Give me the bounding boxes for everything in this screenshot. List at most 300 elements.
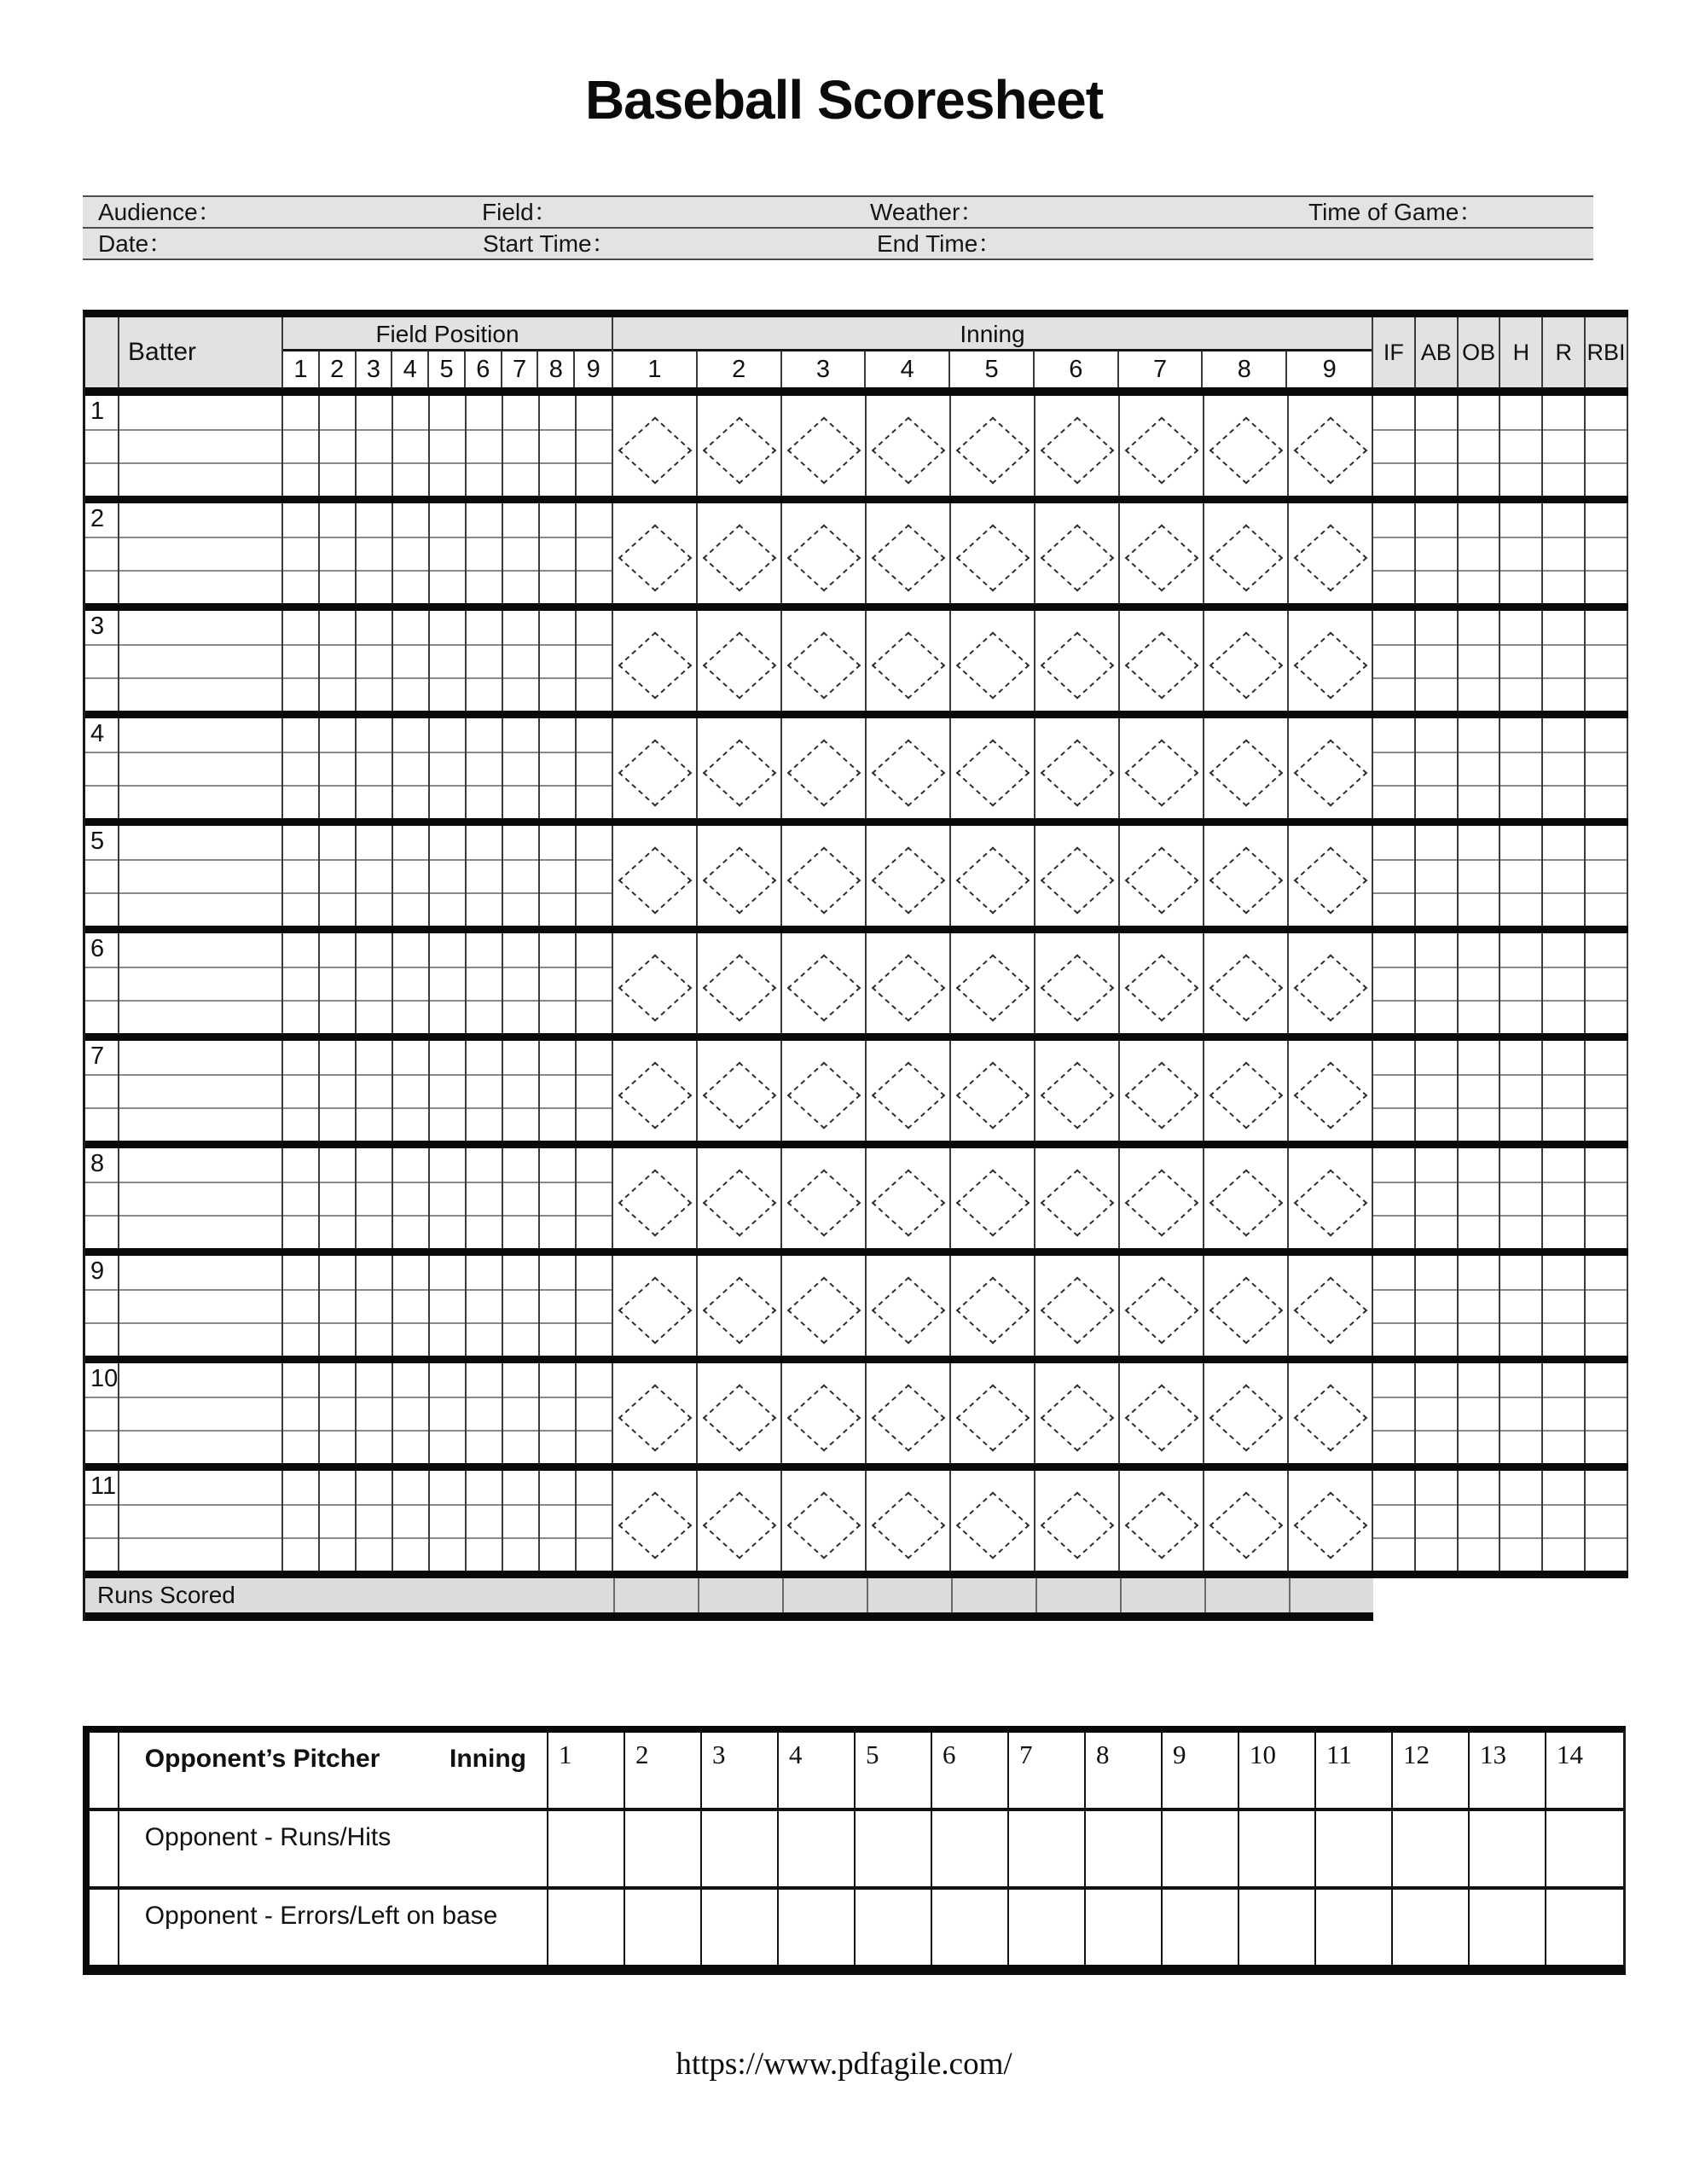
stat-cell-ab[interactable] <box>1416 396 1459 496</box>
field-position-cell[interactable] <box>540 1471 577 1571</box>
stat-cell-ob[interactable] <box>1459 1041 1501 1141</box>
opponent-errors-cell[interactable] <box>779 1890 856 1965</box>
opponent-errors-cell[interactable] <box>1546 1890 1623 1965</box>
inning-scoring-cell[interactable] <box>1289 826 1373 926</box>
field-position-cell[interactable] <box>503 933 540 1033</box>
field-position-cell[interactable] <box>467 933 503 1033</box>
opponent-runs-hits-cell[interactable] <box>702 1811 779 1886</box>
field-position-cell[interactable] <box>577 1471 613 1571</box>
inning-scoring-cell[interactable] <box>951 1256 1035 1356</box>
field-position-cell[interactable] <box>540 611 577 711</box>
stat-cell-r[interactable] <box>1543 1041 1586 1141</box>
stat-cell-if[interactable] <box>1373 503 1416 603</box>
field-position-cell[interactable] <box>283 1363 320 1463</box>
stat-cell-h[interactable] <box>1500 933 1543 1033</box>
batter-name-cell[interactable] <box>119 396 283 496</box>
inning-scoring-cell[interactable] <box>1204 1363 1289 1463</box>
inning-scoring-cell[interactable] <box>867 503 951 603</box>
field-position-cell[interactable] <box>320 611 357 711</box>
stat-cell-if[interactable] <box>1373 933 1416 1033</box>
stat-cell-r[interactable] <box>1543 1256 1586 1356</box>
stat-cell-ab[interactable] <box>1416 611 1459 711</box>
opponent-inning-number-cell[interactable]: 11 <box>1316 1733 1393 1808</box>
inning-scoring-cell[interactable] <box>1289 396 1373 496</box>
field-position-cell[interactable] <box>430 503 467 603</box>
opponent-errors-cell[interactable] <box>1163 1890 1239 1965</box>
field-position-cell[interactable] <box>393 1148 430 1248</box>
stat-cell-ob[interactable] <box>1459 718 1501 818</box>
inning-scoring-cell[interactable] <box>1204 611 1289 711</box>
stat-cell-h[interactable] <box>1500 396 1543 496</box>
field-position-cell[interactable] <box>393 1256 430 1356</box>
runs-scored-cell[interactable] <box>867 1578 951 1612</box>
stat-cell-if[interactable] <box>1373 1041 1416 1141</box>
stat-cell-rbi[interactable] <box>1586 1041 1628 1141</box>
opponent-inning-number-cell[interactable]: 8 <box>1086 1733 1163 1808</box>
inning-scoring-cell[interactable] <box>867 1256 951 1356</box>
inning-scoring-cell[interactable] <box>613 1256 698 1356</box>
inning-scoring-cell[interactable] <box>1120 1363 1204 1463</box>
field-position-cell[interactable] <box>357 1041 393 1141</box>
stat-cell-ob[interactable] <box>1459 503 1501 603</box>
stat-cell-rbi[interactable] <box>1586 1363 1628 1463</box>
stat-cell-ab[interactable] <box>1416 718 1459 818</box>
inning-scoring-cell[interactable] <box>613 396 698 496</box>
field-position-cell[interactable] <box>357 503 393 603</box>
runs-scored-cell[interactable] <box>613 1578 698 1612</box>
inning-scoring-cell[interactable] <box>1120 826 1204 926</box>
field-position-cell[interactable] <box>503 826 540 926</box>
inning-scoring-cell[interactable] <box>951 611 1035 711</box>
inning-scoring-cell[interactable] <box>613 718 698 818</box>
opponent-inning-number-cell[interactable]: 9 <box>1163 1733 1239 1808</box>
opponent-runs-hits-cell[interactable] <box>548 1811 625 1886</box>
runs-scored-cell[interactable] <box>1035 1578 1120 1612</box>
field-position-cell[interactable] <box>577 611 613 711</box>
opponent-errors-cell[interactable] <box>1470 1890 1546 1965</box>
batter-name-cell[interactable] <box>119 933 283 1033</box>
field-position-cell[interactable] <box>357 396 393 496</box>
inning-scoring-cell[interactable] <box>698 503 782 603</box>
opponent-inning-number-cell[interactable]: 2 <box>625 1733 702 1808</box>
stat-cell-ob[interactable] <box>1459 1256 1501 1356</box>
stat-cell-r[interactable] <box>1543 826 1586 926</box>
inning-scoring-cell[interactable] <box>867 611 951 711</box>
inning-scoring-cell[interactable] <box>1204 1471 1289 1571</box>
inning-scoring-cell[interactable] <box>1289 1256 1373 1356</box>
stat-cell-ab[interactable] <box>1416 1471 1459 1571</box>
stat-cell-ab[interactable] <box>1416 933 1459 1033</box>
field-position-cell[interactable] <box>503 1471 540 1571</box>
field-position-cell[interactable] <box>503 1363 540 1463</box>
field-position-cell[interactable] <box>430 1363 467 1463</box>
inning-scoring-cell[interactable] <box>1035 718 1120 818</box>
field-position-cell[interactable] <box>503 1148 540 1248</box>
field-position-cell[interactable] <box>357 611 393 711</box>
field-position-cell[interactable] <box>283 933 320 1033</box>
opponent-inning-number-cell[interactable]: 3 <box>702 1733 779 1808</box>
field-position-cell[interactable] <box>357 718 393 818</box>
inning-scoring-cell[interactable] <box>782 718 867 818</box>
field-position-cell[interactable] <box>357 1148 393 1248</box>
stat-cell-r[interactable] <box>1543 718 1586 818</box>
field-position-cell[interactable] <box>540 933 577 1033</box>
opponent-inning-number-cell[interactable]: 14 <box>1557 1740 1583 1769</box>
stat-cell-ab[interactable] <box>1416 1041 1459 1141</box>
opponent-runs-hits-cell[interactable] <box>625 1811 702 1886</box>
inning-scoring-cell[interactable] <box>951 826 1035 926</box>
stat-cell-ab[interactable] <box>1416 826 1459 926</box>
stat-cell-ab[interactable] <box>1416 1363 1459 1463</box>
opponent-inning-number-cell[interactable]: 12 <box>1393 1733 1470 1808</box>
opponent-errors-cell[interactable] <box>1316 1890 1393 1965</box>
inning-scoring-cell[interactable] <box>1289 1471 1373 1571</box>
inning-scoring-cell[interactable] <box>1120 503 1204 603</box>
inning-scoring-cell[interactable] <box>698 611 782 711</box>
inning-scoring-cell[interactable] <box>782 1041 867 1141</box>
inning-scoring-cell[interactable] <box>1035 826 1120 926</box>
field-position-cell[interactable] <box>467 396 503 496</box>
field-position-cell[interactable] <box>393 396 430 496</box>
field-position-cell[interactable] <box>503 396 540 496</box>
inning-scoring-cell[interactable] <box>1204 396 1289 496</box>
field-position-cell[interactable] <box>467 826 503 926</box>
field-position-cell[interactable] <box>320 718 357 818</box>
inning-scoring-cell[interactable] <box>867 396 951 496</box>
inning-scoring-cell[interactable] <box>613 1148 698 1248</box>
runs-scored-cell[interactable] <box>1204 1578 1289 1612</box>
stat-cell-ob[interactable] <box>1459 1471 1501 1571</box>
field-position-cell[interactable] <box>467 1041 503 1141</box>
field-position-cell[interactable] <box>540 1256 577 1356</box>
opponent-runs-hits-cell[interactable] <box>1470 1811 1546 1886</box>
stat-cell-h[interactable] <box>1500 1148 1543 1248</box>
stat-cell-h[interactable] <box>1500 1471 1543 1571</box>
inning-scoring-cell[interactable] <box>1289 933 1373 1033</box>
opponent-runs-hits-cell[interactable] <box>779 1811 856 1886</box>
inning-scoring-cell[interactable] <box>613 826 698 926</box>
field-position-cell[interactable] <box>393 503 430 603</box>
field-position-cell[interactable] <box>577 933 613 1033</box>
stat-cell-ob[interactable] <box>1459 933 1501 1033</box>
inning-scoring-cell[interactable] <box>1120 718 1204 818</box>
opponent-runs-hits-cell[interactable] <box>856 1811 932 1886</box>
field-position-cell[interactable] <box>320 1471 357 1571</box>
field-position-cell[interactable] <box>357 1363 393 1463</box>
stat-cell-if[interactable] <box>1373 1148 1416 1248</box>
stat-cell-if[interactable] <box>1373 1256 1416 1356</box>
batter-name-cell[interactable] <box>119 826 283 926</box>
field-position-cell[interactable] <box>577 396 613 496</box>
field-position-cell[interactable] <box>540 503 577 603</box>
stat-cell-ob[interactable] <box>1459 1148 1501 1248</box>
field-position-cell[interactable] <box>503 1041 540 1141</box>
batter-name-cell[interactable] <box>119 1363 283 1463</box>
field-position-cell[interactable] <box>283 1471 320 1571</box>
inning-scoring-cell[interactable] <box>1204 718 1289 818</box>
inning-scoring-cell[interactable] <box>698 1041 782 1141</box>
inning-scoring-cell[interactable] <box>951 718 1035 818</box>
opponent-errors-cell[interactable] <box>856 1890 932 1965</box>
inning-scoring-cell[interactable] <box>867 1041 951 1141</box>
stat-cell-ob[interactable] <box>1459 396 1501 496</box>
runs-scored-cell[interactable] <box>1289 1578 1373 1612</box>
inning-scoring-cell[interactable] <box>1289 1041 1373 1141</box>
field-position-cell[interactable] <box>393 1041 430 1141</box>
stat-cell-ab[interactable] <box>1416 1256 1459 1356</box>
opponent-runs-hits-cell[interactable] <box>1009 1811 1086 1886</box>
field-position-cell[interactable] <box>283 396 320 496</box>
inning-scoring-cell[interactable] <box>1035 396 1120 496</box>
field-position-cell[interactable] <box>430 1148 467 1248</box>
stat-cell-if[interactable] <box>1373 826 1416 926</box>
field-position-cell[interactable] <box>320 1363 357 1463</box>
stat-cell-r[interactable] <box>1543 503 1586 603</box>
field-position-cell[interactable] <box>393 933 430 1033</box>
inning-scoring-cell[interactable] <box>1035 1471 1120 1571</box>
field-position-cell[interactable] <box>430 826 467 926</box>
field-position-cell[interactable] <box>540 1363 577 1463</box>
inning-scoring-cell[interactable] <box>951 1041 1035 1141</box>
inning-scoring-cell[interactable] <box>1120 1471 1204 1571</box>
inning-scoring-cell[interactable] <box>782 933 867 1033</box>
opponent-errors-cell[interactable] <box>702 1890 779 1965</box>
stat-cell-r[interactable] <box>1543 611 1586 711</box>
field-position-cell[interactable] <box>577 718 613 818</box>
stat-cell-rbi[interactable] <box>1586 1471 1628 1571</box>
field-position-cell[interactable] <box>430 718 467 818</box>
inning-scoring-cell[interactable] <box>782 1256 867 1356</box>
inning-scoring-cell[interactable] <box>613 1471 698 1571</box>
field-position-cell[interactable] <box>467 1471 503 1571</box>
stat-cell-r[interactable] <box>1543 1148 1586 1248</box>
inning-scoring-cell[interactable] <box>782 611 867 711</box>
inning-scoring-cell[interactable] <box>1204 1256 1289 1356</box>
field-position-cell[interactable] <box>283 1041 320 1141</box>
stat-cell-if[interactable] <box>1373 611 1416 711</box>
inning-scoring-cell[interactable] <box>698 718 782 818</box>
stat-cell-if[interactable] <box>1373 1363 1416 1463</box>
stat-cell-rbi[interactable] <box>1586 1256 1628 1356</box>
field-position-cell[interactable] <box>577 1041 613 1141</box>
stat-cell-h[interactable] <box>1500 826 1543 926</box>
inning-scoring-cell[interactable] <box>867 1148 951 1248</box>
inning-scoring-cell[interactable] <box>867 826 951 926</box>
inning-scoring-cell[interactable] <box>1035 1363 1120 1463</box>
field-position-cell[interactable] <box>430 1256 467 1356</box>
inning-scoring-cell[interactable] <box>1035 1256 1120 1356</box>
stat-cell-if[interactable] <box>1373 718 1416 818</box>
field-position-cell[interactable] <box>320 1148 357 1248</box>
field-position-cell[interactable] <box>577 1256 613 1356</box>
opponent-errors-cell[interactable] <box>1009 1890 1086 1965</box>
field-position-cell[interactable] <box>357 1256 393 1356</box>
stat-cell-h[interactable] <box>1500 1256 1543 1356</box>
inning-scoring-cell[interactable] <box>1035 503 1120 603</box>
inning-scoring-cell[interactable] <box>1120 1256 1204 1356</box>
opponent-errors-cell[interactable] <box>1086 1890 1163 1965</box>
opponent-inning-number-cell[interactable]: 5 <box>856 1733 932 1808</box>
inning-scoring-cell[interactable] <box>698 396 782 496</box>
inning-scoring-cell[interactable] <box>1035 1041 1120 1141</box>
opponent-inning-number-cell[interactable]: 6 <box>932 1733 1009 1808</box>
field-position-cell[interactable] <box>357 933 393 1033</box>
batter-name-cell[interactable] <box>119 1148 283 1248</box>
inning-scoring-cell[interactable] <box>951 1471 1035 1571</box>
inning-scoring-cell[interactable] <box>951 503 1035 603</box>
field-position-cell[interactable] <box>540 396 577 496</box>
batter-name-cell[interactable] <box>119 1471 283 1571</box>
inning-scoring-cell[interactable] <box>1289 503 1373 603</box>
field-position-cell[interactable] <box>540 1148 577 1248</box>
field-position-cell[interactable] <box>503 611 540 711</box>
inning-scoring-cell[interactable] <box>1289 1148 1373 1248</box>
inning-scoring-cell[interactable] <box>1204 1041 1289 1141</box>
field-position-cell[interactable] <box>393 1363 430 1463</box>
stat-cell-ob[interactable] <box>1459 1363 1501 1463</box>
field-position-cell[interactable] <box>320 396 357 496</box>
field-position-cell[interactable] <box>503 1256 540 1356</box>
stat-cell-rbi[interactable] <box>1586 1148 1628 1248</box>
inning-scoring-cell[interactable] <box>782 826 867 926</box>
inning-scoring-cell[interactable] <box>1120 396 1204 496</box>
batter-name-cell[interactable] <box>119 1041 283 1141</box>
field-position-cell[interactable] <box>283 718 320 818</box>
field-position-cell[interactable] <box>357 1471 393 1571</box>
runs-scored-cell[interactable] <box>1120 1578 1204 1612</box>
inning-scoring-cell[interactable] <box>613 503 698 603</box>
stat-cell-h[interactable] <box>1500 1041 1543 1141</box>
opponent-inning-number-cell[interactable]: 13 <box>1470 1733 1546 1808</box>
stat-cell-ab[interactable] <box>1416 1148 1459 1248</box>
field-position-cell[interactable] <box>430 396 467 496</box>
stat-cell-h[interactable] <box>1500 611 1543 711</box>
field-position-cell[interactable] <box>467 503 503 603</box>
stat-cell-h[interactable] <box>1500 503 1543 603</box>
inning-scoring-cell[interactable] <box>1120 1148 1204 1248</box>
stat-cell-r[interactable] <box>1543 1471 1586 1571</box>
inning-scoring-cell[interactable] <box>698 933 782 1033</box>
runs-scored-cell[interactable] <box>951 1578 1035 1612</box>
stat-cell-rbi[interactable] <box>1586 396 1628 496</box>
field-position-cell[interactable] <box>283 1148 320 1248</box>
stat-cell-ob[interactable] <box>1459 826 1501 926</box>
field-position-cell[interactable] <box>430 1041 467 1141</box>
field-position-cell[interactable] <box>430 611 467 711</box>
batter-name-cell[interactable] <box>119 718 283 818</box>
inning-scoring-cell[interactable] <box>1289 611 1373 711</box>
field-position-cell[interactable] <box>320 503 357 603</box>
inning-scoring-cell[interactable] <box>698 1256 782 1356</box>
inning-scoring-cell[interactable] <box>782 503 867 603</box>
inning-scoring-cell[interactable] <box>1035 1148 1120 1248</box>
field-position-cell[interactable] <box>540 826 577 926</box>
field-position-cell[interactable] <box>467 1363 503 1463</box>
inning-scoring-cell[interactable] <box>782 1363 867 1463</box>
field-position-cell[interactable] <box>577 1148 613 1248</box>
field-position-cell[interactable] <box>540 1041 577 1141</box>
inning-scoring-cell[interactable] <box>782 396 867 496</box>
opponent-errors-cell[interactable] <box>1393 1890 1470 1965</box>
field-position-cell[interactable] <box>283 503 320 603</box>
stat-cell-if[interactable] <box>1373 1471 1416 1571</box>
inning-scoring-cell[interactable] <box>1120 933 1204 1033</box>
inning-scoring-cell[interactable] <box>782 1471 867 1571</box>
info-row-1[interactable] <box>83 195 1593 229</box>
inning-scoring-cell[interactable] <box>698 1148 782 1248</box>
field-position-cell[interactable] <box>283 611 320 711</box>
opponent-inning-number-cell[interactable]: 1 <box>548 1733 625 1808</box>
field-position-cell[interactable] <box>320 826 357 926</box>
field-position-cell[interactable] <box>320 1041 357 1141</box>
field-position-cell[interactable] <box>283 826 320 926</box>
field-position-cell[interactable] <box>320 933 357 1033</box>
opponent-inning-number-cell[interactable]: 4 <box>779 1733 856 1808</box>
stat-cell-rbi[interactable] <box>1586 611 1628 711</box>
opponent-runs-hits-cell[interactable] <box>1163 1811 1239 1886</box>
inning-scoring-cell[interactable] <box>867 718 951 818</box>
inning-scoring-cell[interactable] <box>1289 718 1373 818</box>
inning-scoring-cell[interactable] <box>698 1471 782 1571</box>
opponent-errors-cell[interactable] <box>932 1890 1009 1965</box>
opponent-runs-hits-cell[interactable] <box>1316 1811 1393 1886</box>
inning-scoring-cell[interactable] <box>613 933 698 1033</box>
inning-scoring-cell[interactable] <box>613 611 698 711</box>
stat-cell-rbi[interactable] <box>1586 826 1628 926</box>
inning-scoring-cell[interactable] <box>1204 826 1289 926</box>
inning-scoring-cell[interactable] <box>782 1148 867 1248</box>
field-position-cell[interactable] <box>540 718 577 818</box>
inning-scoring-cell[interactable] <box>1289 1363 1373 1463</box>
opponent-runs-hits-cell[interactable] <box>1393 1811 1470 1886</box>
inning-scoring-cell[interactable] <box>951 1148 1035 1248</box>
inning-scoring-cell[interactable] <box>1204 1148 1289 1248</box>
opponent-runs-hits-cell[interactable] <box>1546 1811 1623 1886</box>
inning-scoring-cell[interactable] <box>867 933 951 1033</box>
field-position-cell[interactable] <box>430 1471 467 1571</box>
field-position-cell[interactable] <box>430 933 467 1033</box>
opponent-errors-cell[interactable] <box>1239 1890 1316 1965</box>
stat-cell-r[interactable] <box>1543 396 1586 496</box>
inning-scoring-cell[interactable] <box>1035 611 1120 711</box>
runs-scored-cell[interactable] <box>698 1578 782 1612</box>
opponent-inning-number-cell[interactable]: 10 <box>1239 1733 1316 1808</box>
opponent-runs-hits-cell[interactable] <box>1086 1811 1163 1886</box>
field-position-cell[interactable] <box>467 611 503 711</box>
runs-scored-cell[interactable] <box>782 1578 867 1612</box>
inning-scoring-cell[interactable] <box>613 1041 698 1141</box>
field-position-cell[interactable] <box>320 1256 357 1356</box>
field-position-cell[interactable] <box>357 826 393 926</box>
field-position-cell[interactable] <box>467 718 503 818</box>
stat-cell-r[interactable] <box>1543 1363 1586 1463</box>
inning-scoring-cell[interactable] <box>951 933 1035 1033</box>
inning-scoring-cell[interactable] <box>1120 611 1204 711</box>
stat-cell-ab[interactable] <box>1416 503 1459 603</box>
field-position-cell[interactable] <box>577 826 613 926</box>
inning-scoring-cell[interactable] <box>698 826 782 926</box>
field-position-cell[interactable] <box>503 718 540 818</box>
stat-cell-if[interactable] <box>1373 396 1416 496</box>
field-position-cell[interactable] <box>467 1256 503 1356</box>
batter-name-cell[interactable] <box>119 1256 283 1356</box>
stat-cell-r[interactable] <box>1543 933 1586 1033</box>
stat-cell-rbi[interactable] <box>1586 718 1628 818</box>
inning-scoring-cell[interactable] <box>698 1363 782 1463</box>
inning-scoring-cell[interactable] <box>867 1471 951 1571</box>
info-row-2[interactable] <box>83 229 1593 260</box>
inning-scoring-cell[interactable] <box>951 396 1035 496</box>
